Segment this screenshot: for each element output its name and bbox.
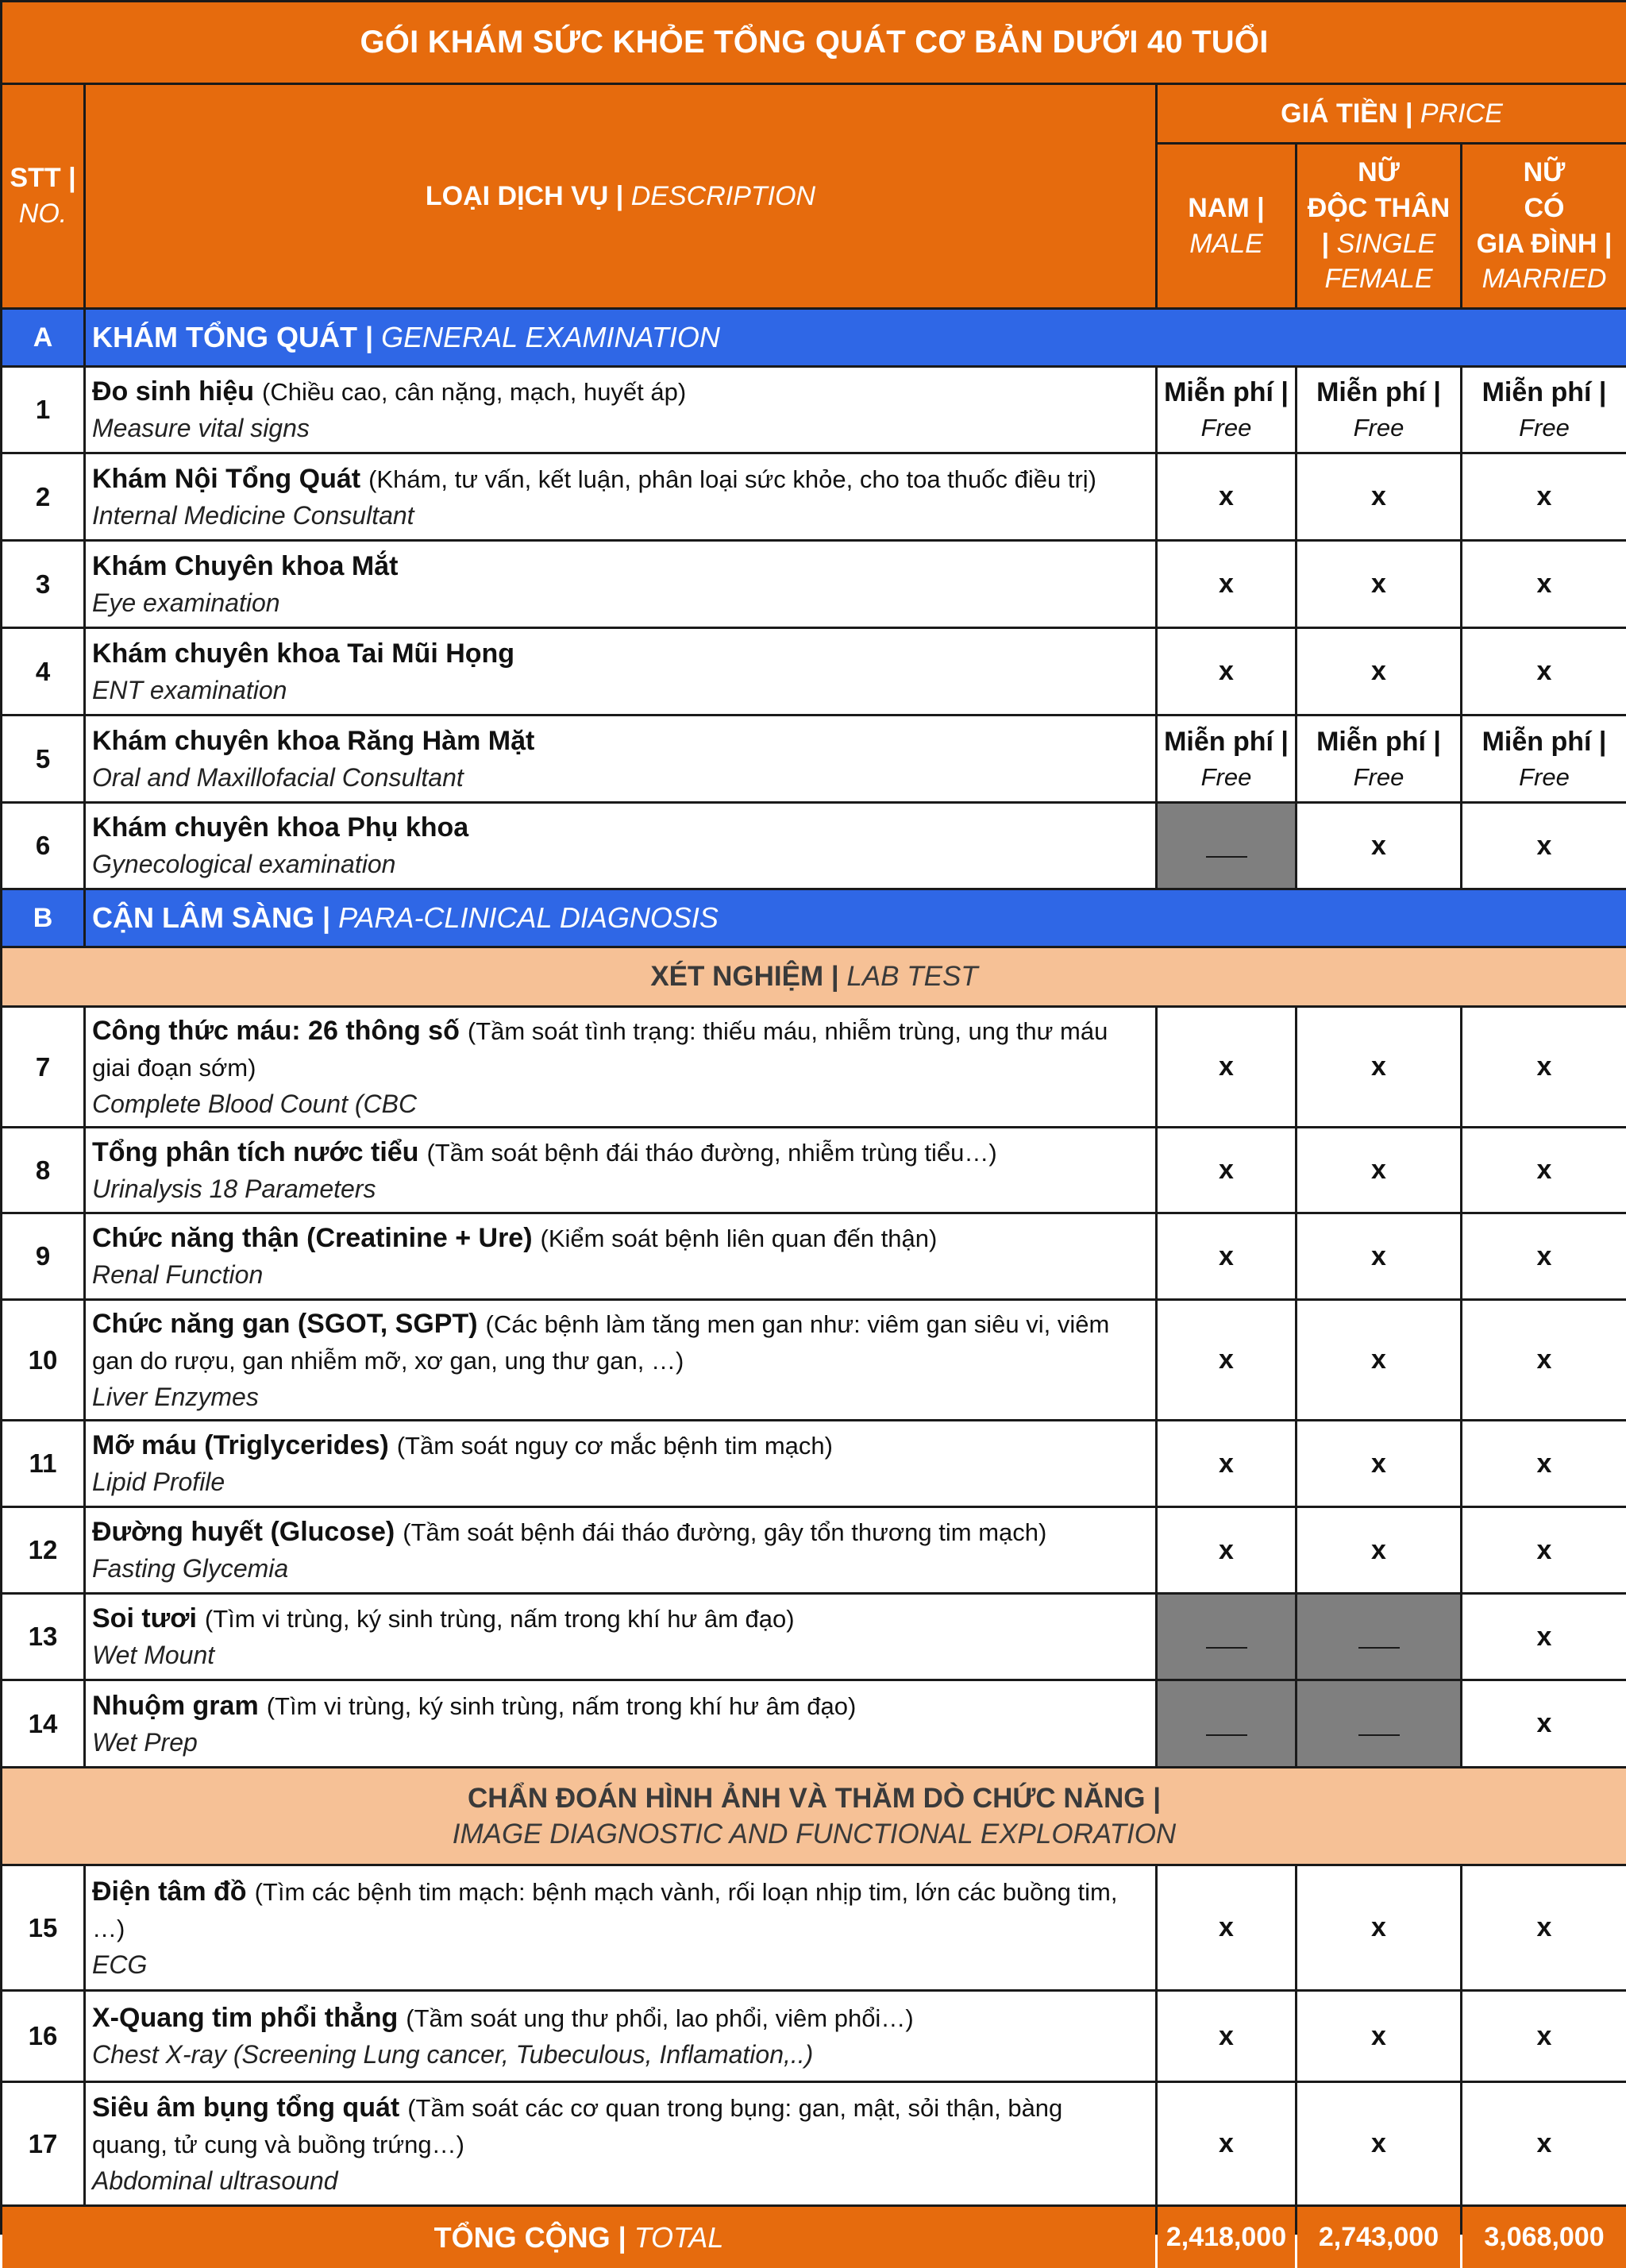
included-mark: x [1158,542,1295,627]
header-stt-vi: STT | [10,163,76,194]
service-name: Điện tâm đồ [92,1876,247,1907]
service-description [86,1128,1155,1212]
service-name-en: Chest X-ray (Screening Lung cancer, Tubeculous, Inflamation,..) [92,2040,814,2069]
row-number: 1 [2,368,83,452]
included-mark: x [1462,1992,1626,2081]
total-male: 2,418,000 [1158,2207,1295,2268]
header-price-vi: GIÁ TIỀN | [1281,98,1413,129]
service-description [86,2083,1155,2204]
included-mark: x [1158,1214,1295,1298]
service-name-en: Renal Function [92,1260,264,1290]
row-number: 3 [2,542,83,627]
service-description [86,1421,1155,1506]
included-mark: x [1297,1214,1460,1298]
row-number: 9 [2,1214,83,1298]
row-number: 14 [2,1681,83,1766]
free-label-vi: Miễn phí | [1482,377,1607,408]
included-mark: x [1462,1866,1626,1989]
service-name-en: Internal Medicine Consultant [92,500,414,530]
row-number: 12 [2,1508,83,1592]
header-stt-en: NO. [18,199,67,229]
row-number: 10 [2,1301,83,1419]
price-male-free [1158,368,1295,452]
not-included-cell [1158,1681,1295,1766]
free-label-en: Free [1519,414,1570,442]
service-description [86,454,1155,539]
included-mark: x [1462,454,1626,539]
service-description [86,542,1155,627]
service-note: (Tầm soát ung thư phổi, lao phổi, viêm phổi…) [406,2004,914,2033]
row-number: 7 [2,1008,83,1126]
header-single-vi-1: NỮ [1358,156,1400,187]
service-description [86,629,1155,714]
price-married-free [1462,716,1626,801]
header-married-female [1462,145,1626,307]
service-name-en: ENT examination [92,675,287,704]
service-name: Khám Chuyên khoa Mắt [92,550,399,581]
table-title: GÓI KHÁM SỨC KHỎE TỔNG QUÁT CƠ BẢN DƯỚI 40 TUỔI [2,2,1626,83]
row-number: 5 [2,716,83,801]
service-description [86,1214,1155,1298]
row-number: 17 [2,2083,83,2204]
header-male-vi: NAM | [1188,192,1265,223]
service-name: Khám chuyên khoa Phụ khoa [92,812,469,843]
header-male [1158,145,1295,307]
service-note: (Tầm soát tình trạng: thiếu máu, nhiễm trùng, ung thư máu giai đoạn sớm) [92,1016,1108,1082]
included-mark: x [1462,2083,1626,2204]
not-included-dash [1358,1734,1400,1736]
included-mark: x [1462,1301,1626,1419]
service-description [86,1008,1155,1126]
header-married-vi-1: NỮ [1523,156,1566,187]
service-note: (Tìm các bệnh tim mạch: bệnh mạch vành, rối loạn nhịp tim, lớn các buồng tim, …) [92,1877,1118,1943]
imaging-title-en: IMAGE DIAGNOSTIC AND FUNCTIONAL EXPLORATION [452,1819,1177,1850]
included-mark: x [1158,1508,1295,1592]
service-note: (Chiều cao, cân nặng, mạch, huyết áp) [262,378,687,407]
price-single-free [1297,368,1460,452]
service-name: Khám chuyên khoa Tai Mũi Họng [92,638,515,669]
section-a-title-vi: KHÁM TỔNG QUÁT | [92,321,374,353]
included-mark: x [1297,1992,1460,2081]
not-included-cell [1297,1595,1460,1679]
service-name-en: Wet Mount [92,1641,215,1670]
service-name: Chức năng gan (SGOT, SGPT) [92,1308,478,1339]
row-number: 16 [2,1992,83,2081]
not-included-dash [1206,856,1247,858]
service-name-en: ECG [92,1950,148,1979]
header-single-en-1: SINGLE [1336,228,1436,259]
service-description [86,1866,1155,1989]
included-mark: x [1297,1008,1460,1126]
not-included-dash [1358,1647,1400,1649]
service-name-en: Eye examination [92,588,280,617]
service-name: Công thức máu: 26 thông số [92,1015,460,1046]
included-mark: x [1158,454,1295,539]
included-mark: x [1297,454,1460,539]
free-label-vi: Miễn phí | [1164,377,1289,408]
included-mark: x [1158,1008,1295,1126]
lab-test-title-en: LAB TEST [846,961,978,993]
included-mark: x [1462,804,1626,888]
included-mark: x [1158,1992,1295,2081]
service-name-en: Fasting Glycemia [92,1554,289,1583]
imaging-subheader [2,1768,1626,1864]
section-a-title [86,310,1626,365]
free-label-en: Free [1200,762,1252,791]
service-name: Chức năng thận (Creatinine + Ure) [92,1223,533,1254]
free-label-en: Free [1200,414,1252,442]
not-included-cell [1158,804,1295,888]
included-mark: x [1462,1128,1626,1212]
service-note: (Tầm soát các cơ quan trong bụng: gan, mật, sỏi thận, bàng quang, tử cung và buồng trứng…) [92,2093,1063,2159]
service-note: (Các bệnh làm tăng men gan như: viêm gan siêu vi, viêm gan do rượu, gan nhiễm mỡ, xơ gan, ung thư gan, …) [92,1310,1110,1375]
service-description [86,1301,1155,1419]
service-name: Tổng phân tích nước tiểu [92,1136,419,1167]
header-description-vi: LOẠI DỊCH VỤ | [425,180,624,211]
section-a-title-en: GENERAL EXAMINATION [381,321,720,353]
service-description [86,716,1155,801]
row-number: 6 [2,804,83,888]
lab-test-subheader [2,948,1626,1005]
total-label-vi: TỔNG CỘNG | [433,2220,626,2254]
section-a-label: A [2,310,83,365]
header-married-vi-3: GIA ĐÌNH | [1476,228,1613,259]
price-single-free [1297,716,1460,801]
price-married-free [1462,368,1626,452]
free-label-vi: Miễn phí | [1482,726,1607,757]
service-name: Nhuộm gram [92,1690,259,1721]
section-b-label: B [2,890,83,946]
service-name-en: Wet Prep [92,1727,198,1757]
total-married-female: 3,068,000 [1462,2207,1626,2268]
price-male-free [1158,716,1295,801]
free-label-vi: Miễn phí | [1316,377,1441,408]
included-mark: x [1158,629,1295,714]
service-name-en: Complete Blood Count (CBC [92,1089,418,1118]
service-note: (Khám, tư vấn, kết luận, phân loại sức khỏe, cho toa thuốc điều trị) [368,465,1096,493]
service-note: (Kiểm soát bệnh liên quan đến thận) [540,1225,938,1253]
service-description [86,1681,1155,1766]
service-name-en: Liver Enzymes [92,1382,259,1411]
lab-test-title-vi: XÉT NGHIỆM | [650,961,839,993]
row-number: 4 [2,629,83,714]
included-mark: x [1158,1301,1295,1419]
header-description [86,85,1155,307]
total-single-female: 2,743,000 [1297,2207,1460,2268]
header-description-en: DESCRIPTION [630,180,816,211]
header-price-en: PRICE [1420,98,1503,129]
included-mark: x [1158,1866,1295,1989]
section-b-title-vi: CẬN LÂM SÀNG | [92,901,331,934]
section-b-title-en: PARA-CLINICAL DIAGNOSIS [338,901,719,934]
total-label [2,2207,1155,2268]
included-mark: x [1297,804,1460,888]
service-description [86,1508,1155,1592]
service-name: Khám Nội Tổng Quát [92,463,361,494]
service-note: (Tầm soát bệnh đái tháo đường, gây tổn thương tim mạch) [403,1518,1047,1547]
service-name-en: Urinalysis 18 Parameters [92,1174,376,1203]
service-note: (Tìm vi trùng, ký sinh trùng, nấm trong khí hư âm đạo) [266,1691,857,1720]
service-name-en: Gynecological examination [92,850,396,879]
service-name: Soi tươi [92,1603,197,1634]
service-description [86,1595,1155,1679]
service-name: Khám chuyên khoa Răng Hàm Mặt [92,725,535,756]
included-mark: x [1462,629,1626,714]
service-name: X-Quang tim phổi thẳng [92,2003,399,2034]
included-mark: x [1462,1421,1626,1506]
row-number: 2 [2,454,83,539]
service-name-en: Lipid Profile [92,1468,225,1497]
included-mark: x [1462,1508,1626,1592]
total-label-en: TOTAL [634,2220,724,2254]
included-mark: x [1297,542,1460,627]
included-mark: x [1462,1008,1626,1126]
not-included-dash [1206,1647,1247,1649]
free-label-vi: Miễn phí | [1164,726,1289,757]
header-single-female [1297,145,1460,307]
included-mark: x [1158,2083,1295,2204]
included-mark: x [1297,1866,1460,1989]
included-mark: x [1158,1421,1295,1506]
service-description [86,368,1155,452]
included-mark: x [1158,1128,1295,1212]
service-name: Đường huyết (Glucose) [92,1517,395,1548]
row-number: 15 [2,1866,83,1989]
included-mark: x [1462,1595,1626,1679]
service-name-en: Abdominal ultrasound [92,2166,338,2195]
service-name-en: Measure vital signs [92,414,310,443]
service-note: (Tầm soát bệnh đái tháo đường, nhiễm trùng tiểu…) [426,1138,997,1167]
service-description [86,804,1155,888]
row-number: 8 [2,1128,83,1212]
free-label-en: Free [1353,414,1404,442]
free-label-vi: Miễn phí | [1316,726,1441,757]
header-male-en: MALE [1189,228,1263,259]
included-mark: x [1297,1421,1460,1506]
service-note: (Tìm vi trùng, ký sinh trùng, nấm trong khí hư âm đạo) [204,1605,795,1634]
header-single-vi-2: ĐỘC THÂN [1307,192,1451,223]
service-name-en: Oral and Maxillofacial Consultant [92,762,464,792]
service-description [86,1992,1155,2081]
header-married-en: MARRIED [1482,264,1607,295]
row-number: 11 [2,1421,83,1506]
included-mark: x [1297,1128,1460,1212]
service-name: Mỡ máu (Triglycerides) [92,1430,389,1461]
header-married-vi-2: CÓ [1524,192,1565,223]
included-mark: x [1297,1301,1460,1419]
included-mark: x [1462,1681,1626,1766]
included-mark: x [1297,629,1460,714]
not-included-cell [1158,1595,1295,1679]
not-included-cell [1297,1681,1460,1766]
service-name: Đo sinh hiệu [92,376,254,407]
header-single-en-2: FEMALE [1324,264,1433,295]
free-label-en: Free [1519,762,1570,791]
header-single-vi-3: | [1321,228,1330,259]
free-label-en: Free [1353,762,1404,791]
not-included-dash [1206,1734,1247,1736]
service-name: Siêu âm bụng tổng quát [92,2092,400,2123]
imaging-title-vi: CHẨN ĐOÁN HÌNH ẢNH VÀ THĂM DÒ CHỨC NĂNG | [468,1782,1161,1814]
header-price [1158,85,1626,142]
included-mark: x [1462,1214,1626,1298]
included-mark: x [1297,2083,1460,2204]
row-number: 13 [2,1595,83,1679]
service-note: (Tầm soát nguy cơ mắc bệnh tim mạch) [396,1432,833,1460]
included-mark: x [1297,1508,1460,1592]
section-b-title [86,890,1626,946]
header-stt [2,85,83,307]
included-mark: x [1462,542,1626,627]
